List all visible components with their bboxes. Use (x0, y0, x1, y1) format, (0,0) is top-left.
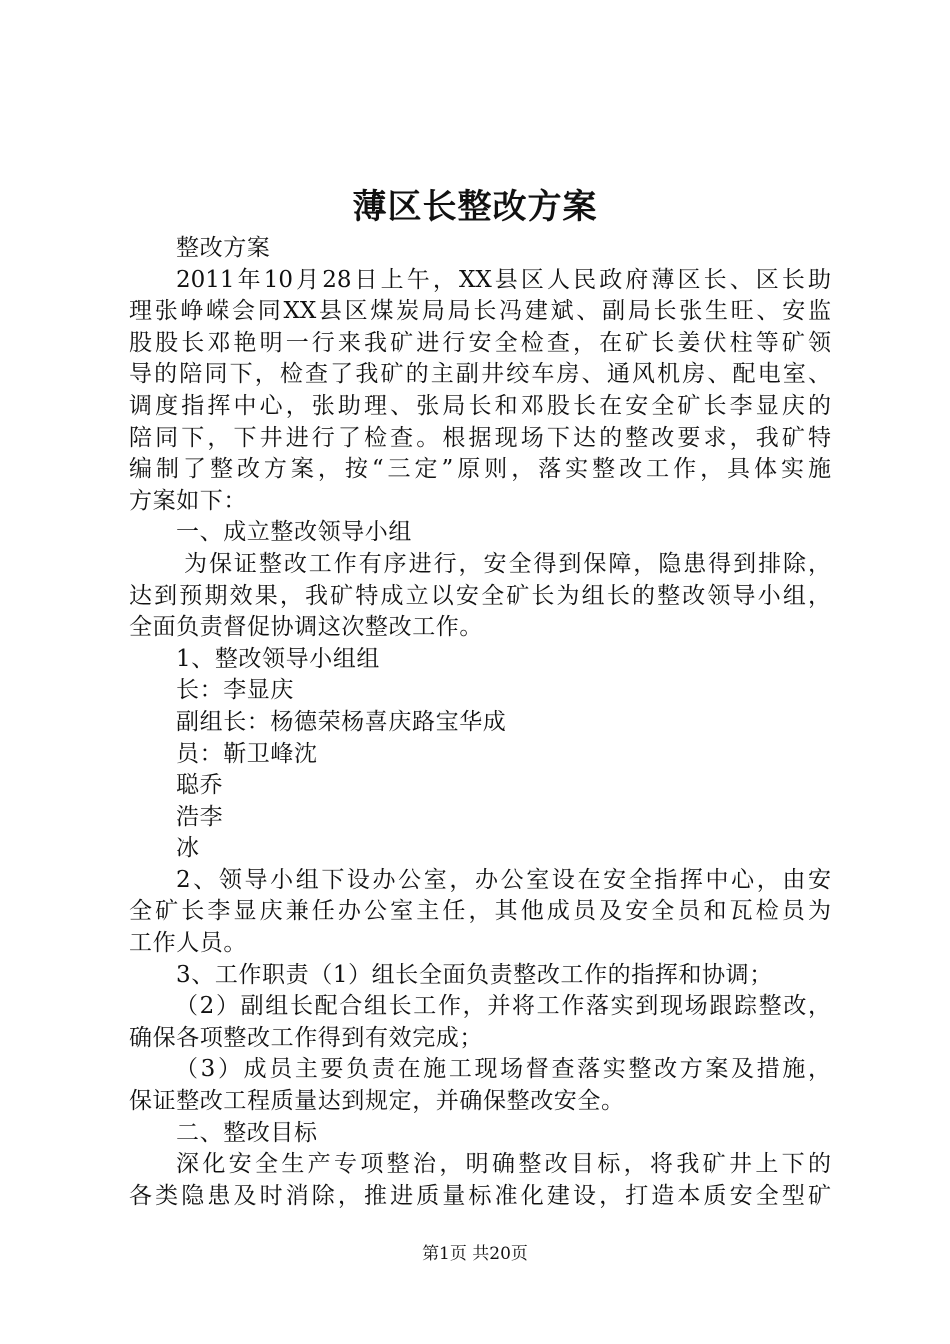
body-line: 聪乔 (176, 772, 224, 799)
body-line: 浩李 (176, 803, 224, 830)
body-line: 陪同下，下井进行了检查。根据现场下达的整改要求，我矿特 (129, 424, 831, 451)
body-line: 2、领导小组下设办公室，办公室设在安全指挥中心，由安 (176, 866, 831, 893)
body-line: （3）成员主要负责在施工现场督查落实整改方案及措施， (175, 1056, 831, 1083)
body-line: 理张峥嵘会同XX县区煤炭局局长冯建斌、副局长张生旺、安监 (129, 298, 831, 325)
body-line: 长：李显庆 (176, 677, 294, 704)
body-line: 3、工作职责（1）组长全面负责整改工作的指挥和协调； (176, 961, 773, 988)
document-body (129, 233, 831, 1212)
body-line: 达到预期效果，我矿特成立以安全矿长为组长的整改领导小组， (129, 582, 831, 609)
body-line: 冰 (176, 835, 200, 862)
body-line: 股股长邓艳明一行来我矿进行安全检查，在矿长姜伏柱等矿领 (129, 329, 831, 356)
body-line: 副组长：杨德荣杨喜庆路宝华成 (176, 708, 507, 735)
body-line: 工作人员。 (129, 930, 247, 957)
body-line: 全面负责督促协调这次整改工作。 (129, 614, 483, 641)
section-heading: 一、成立整改领导小组 (176, 519, 412, 546)
body-line: 导的陪同下，检查了我矿的主副井绞车房、通风机房、配电室、 (129, 361, 831, 388)
body-line: 1、整改领导小组组 (176, 645, 381, 672)
body-line: 深化安全生产专项整治，明确整改目标，将我矿井上下的 (176, 1151, 831, 1178)
body-line: （2）副组长配合组长工作，并将工作落实到现场跟踪整改， (175, 993, 831, 1020)
body-line: 2011年10月28日上午，XX县区人民政府薄区长、区长助 (176, 266, 831, 293)
body-line: 员：靳卫峰沈 (176, 740, 318, 767)
document-title: 薄区长整改方案 (352, 187, 598, 227)
body-line: 确保各项整改工作得到有效完成； (129, 1024, 483, 1051)
body-line: 编制了整改方案，按“三定”原则，落实整改工作，具体实施 (129, 456, 831, 483)
body-line: 全矿长李显庆兼任办公室主任，其他成员及安全员和瓦检员为 (129, 898, 831, 925)
body-line: 保证整改工程质量达到规定，并确保整改安全。 (129, 1088, 625, 1115)
body-line: 为保证整改工作有序进行，安全得到保障，隐患得到排除， (184, 550, 831, 577)
page-footer: 第1页 共20页 (422, 1244, 528, 1264)
body-line: 各类隐患及时消除，推进质量标准化建设，打造本质安全型矿 (129, 1182, 831, 1209)
body-line: 调度指挥中心，张助理、张局长和邓股长在安全矿长李显庆的 (129, 392, 831, 419)
body-line: 方案如下： (129, 487, 247, 514)
section-heading: 二、整改目标 (176, 1119, 318, 1146)
body-line: 整改方案 (176, 235, 271, 261)
